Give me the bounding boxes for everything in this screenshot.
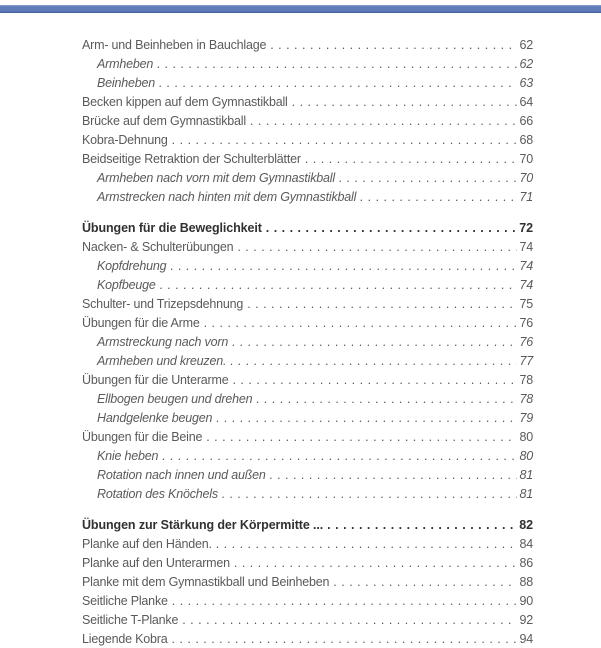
toc-page-number: 74	[519, 259, 533, 273]
toc-leader-dots	[266, 219, 517, 238]
toc-page-number: 81	[519, 468, 533, 482]
toc-page-number: 74	[519, 240, 533, 254]
toc-entry-label: Seitliche T-Planke	[82, 613, 179, 627]
toc-entry	[82, 535, 533, 554]
toc-entry	[82, 131, 533, 150]
toc-leader-dots	[182, 611, 517, 630]
toc-section	[82, 36, 533, 207]
toc-entry	[82, 333, 533, 352]
toc-entry-label: Brücke auf dem Gymnastikball	[82, 114, 246, 128]
toc-entry-label: Handgelenke beugen	[97, 411, 213, 425]
toc-entry	[82, 169, 533, 188]
toc-entry-label: Armstreckung nach vorn	[97, 335, 229, 349]
toc-entry-label: Armheben und kreuzen.	[97, 354, 227, 368]
toc-entry	[82, 466, 533, 485]
toc-leader-dots	[250, 112, 517, 131]
toc-entry	[82, 36, 533, 55]
toc-leader-dots	[270, 466, 517, 485]
toc-page-number: 92	[519, 613, 533, 627]
toc-leader-dots	[157, 55, 517, 74]
toc-entry-label: Seitliche Planke	[82, 594, 168, 608]
toc-entry	[82, 276, 533, 295]
toc-leader-dots	[204, 314, 517, 333]
toc-entry-label: Rotation des Knöchels	[97, 487, 218, 501]
toc-entry	[82, 219, 533, 238]
toc-page-number: 86	[519, 556, 533, 570]
toc-entry	[82, 74, 533, 93]
toc-entry-label: Übungen für die Arme	[82, 316, 200, 330]
toc-page-number: 75	[519, 297, 533, 311]
toc-entry-label: Knie heben	[97, 449, 159, 463]
toc-entry-label: Ellbogen beugen und drehen	[97, 392, 253, 406]
toc-entry	[82, 630, 533, 648]
toc-page-number: 78	[519, 373, 533, 387]
toc-entry-label: Übungen für die Unterarme	[82, 373, 229, 387]
toc-entry	[82, 554, 533, 573]
toc-entry	[82, 55, 533, 74]
toc-entry	[82, 112, 533, 131]
toc-entry	[82, 314, 533, 333]
toc-entry-label: Beidseitige Retraktion der Schulterblätter	[82, 152, 301, 166]
toc-entry	[82, 409, 533, 428]
toc-page-number: 62	[519, 38, 533, 52]
toc-leader-dots	[160, 276, 517, 295]
toc-section	[82, 219, 533, 504]
toc-page-number: 82	[519, 518, 533, 532]
toc-leader-dots	[360, 188, 517, 207]
toc-entry	[82, 428, 533, 447]
toc-entry	[82, 592, 533, 611]
toc-page-number: 90	[519, 594, 533, 608]
toc-page-number: 62	[519, 57, 533, 71]
toc-leader-dots	[216, 535, 517, 554]
toc-page-number: 77	[519, 354, 533, 368]
toc-leader-dots	[172, 131, 517, 150]
toc-section	[82, 516, 533, 648]
toc-leader-dots	[305, 150, 517, 169]
toc-entry-label: Armstrecken nach hinten mit dem Gymnastikball	[97, 190, 357, 204]
toc-entry-label: Arm- und Beinheben in Bauchlage	[82, 38, 267, 52]
toc-entry-label: Armheben nach vorn mit dem Gymnastikball	[97, 171, 335, 185]
toc-leader-dots	[232, 371, 517, 390]
toc-entry	[82, 295, 533, 314]
toc-entry-label: Kopfbeuge	[97, 278, 156, 292]
toc-entry	[82, 188, 533, 207]
toc-entry-label: Schulter- und Trizepsdehnung	[82, 297, 244, 311]
toc-page-number: 79	[519, 411, 533, 425]
toc-entry-label: Beinheben	[97, 76, 155, 90]
toc-entry-label: Becken kippen auf dem Gymnastikball	[82, 95, 288, 109]
toc-leader-dots	[170, 257, 517, 276]
toc-leader-dots	[234, 554, 517, 573]
toc-leader-dots	[232, 333, 517, 352]
toc-entry-label: Armheben	[97, 57, 154, 71]
toc-leader-dots	[339, 169, 517, 188]
toc-page-number: 81	[519, 487, 533, 501]
toc-page-number: 63	[519, 76, 533, 90]
toc-entry	[82, 238, 533, 257]
toc-page-number: 88	[519, 575, 533, 589]
toc-leader-dots	[333, 573, 517, 592]
toc-leader-dots	[222, 485, 517, 504]
toc-page-number: 84	[519, 537, 533, 551]
toc-entry	[82, 516, 533, 535]
toc-leader-dots	[270, 36, 517, 55]
toc-page-number: 78	[519, 392, 533, 406]
toc-page-number: 80	[519, 449, 533, 463]
toc-leader-dots	[237, 238, 517, 257]
toc-entry-label: Übungen für die Beine	[82, 430, 203, 444]
toc-leader-dots	[247, 295, 517, 314]
toc-entry	[82, 371, 533, 390]
toc-entry-label: Nacken- & Schulterübungen	[82, 240, 234, 254]
toc-leader-dots	[206, 428, 517, 447]
toc-entry-label: Planke mit dem Gymnastikball und Beinheben	[82, 575, 330, 589]
toc-leader-dots	[159, 74, 517, 93]
toc-page-number: 76	[519, 316, 533, 330]
toc-page-number: 94	[519, 632, 533, 646]
table-of-contents	[82, 36, 533, 648]
toc-page-number: 71	[519, 190, 533, 204]
toc-entry-label: Übungen zur Stärkung der Körpermitte ...	[82, 518, 324, 532]
toc-leader-dots	[230, 352, 517, 371]
toc-page-number: 70	[519, 171, 533, 185]
toc-entry-label: Planke auf den Unterarmen	[82, 556, 230, 570]
toc-entry	[82, 611, 533, 630]
toc-entry	[82, 390, 533, 409]
toc-page-number: 80	[519, 430, 533, 444]
toc-page-number: 66	[519, 114, 533, 128]
toc-entry	[82, 447, 533, 466]
toc-entry-label: Rotation nach innen und außen	[97, 468, 266, 482]
toc-entry-label: Kopfdrehung	[97, 259, 167, 273]
toc-leader-dots	[327, 516, 517, 535]
toc-entry	[82, 150, 533, 169]
toc-leader-dots	[292, 93, 517, 112]
toc-entry	[82, 573, 533, 592]
accent-bar	[0, 5, 601, 13]
toc-page-number: 72	[519, 221, 533, 235]
toc-entry-label: Übungen für die Beweglichkeit	[82, 221, 262, 235]
toc-leader-dots	[216, 409, 517, 428]
toc-page-number: 68	[519, 133, 533, 147]
toc-entry	[82, 257, 533, 276]
toc-entry-label: Liegende Kobra	[82, 632, 168, 646]
toc-entry-label: Planke auf den Händen.	[82, 537, 212, 551]
toc-page-number: 64	[519, 95, 533, 109]
toc-leader-dots	[172, 592, 517, 611]
toc-entry	[82, 485, 533, 504]
toc-entry	[82, 352, 533, 371]
toc-leader-dots	[171, 630, 517, 648]
toc-page-number: 76	[519, 335, 533, 349]
toc-leader-dots	[162, 447, 517, 466]
toc-entry	[82, 93, 533, 112]
toc-page-number: 74	[519, 278, 533, 292]
toc-page-number: 70	[519, 152, 533, 166]
toc-entry-label: Kobra-Dehnung	[82, 133, 168, 147]
toc-leader-dots	[256, 390, 517, 409]
